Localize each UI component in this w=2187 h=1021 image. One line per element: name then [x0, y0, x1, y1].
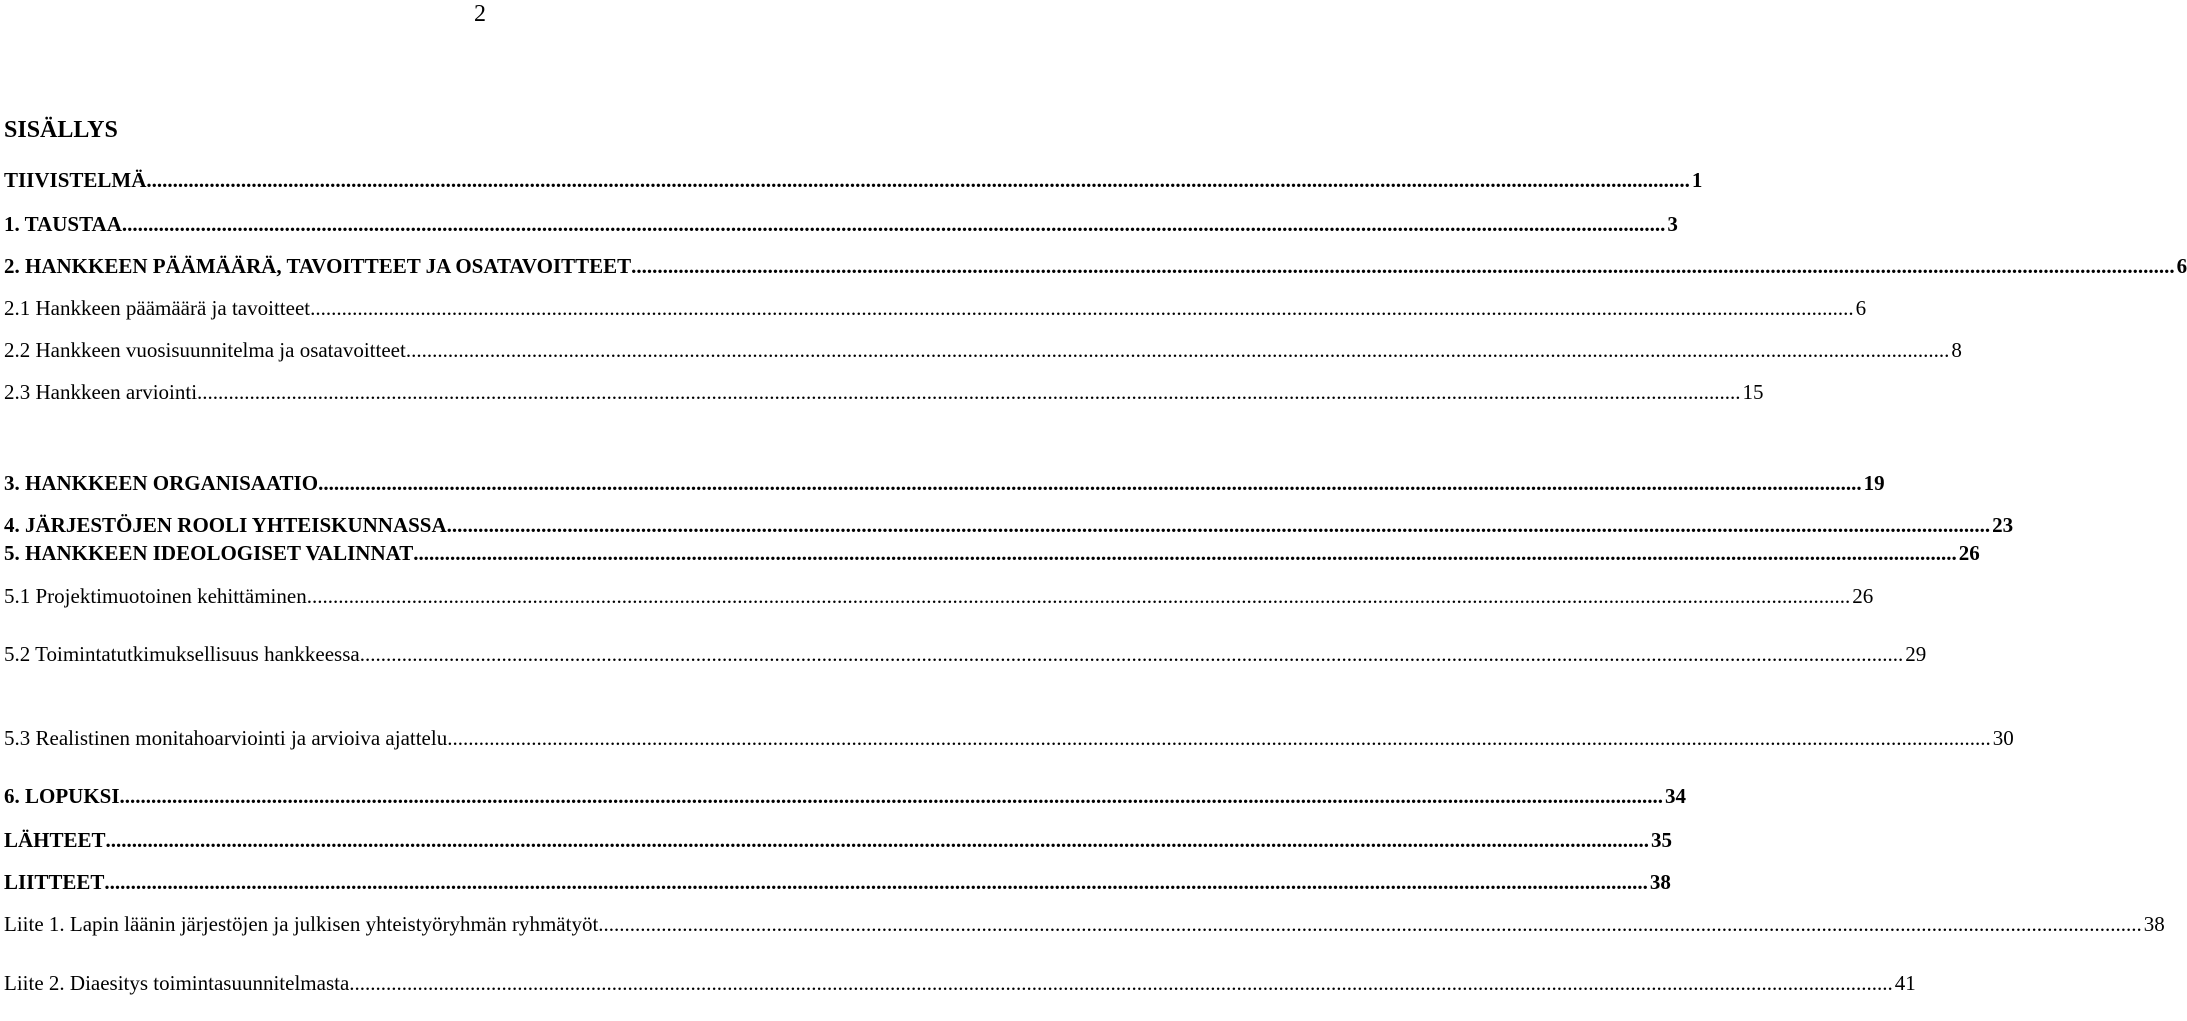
toc-entry-page: 38	[1649, 870, 1671, 894]
page-number: 2	[474, 1, 486, 27]
toc-entry-label: 2.1 Hankkeen päämäärä ja tavoitteet	[4, 296, 311, 320]
toc-entry-label: TIIVISTELMÄ	[4, 168, 147, 192]
toc-entry-page: 26	[1958, 541, 1980, 565]
toc-entry-organisaatio[interactable]	[4, 470, 1885, 496]
toc-entry-page: 6	[1855, 296, 1867, 320]
toc-entry-label: 2.2 Hankkeen vuosisuunnitelma ja osatavoitteet	[4, 338, 406, 362]
toc-entry-label: 6. LOPUKSI	[4, 784, 120, 808]
toc-entry-label: 5.3 Realistinen monitahoarviointi ja arvioiva ajattelu	[4, 726, 448, 750]
toc-entry-tiivistelma[interactable]	[4, 167, 1703, 193]
toc-entry-5-1[interactable]	[4, 583, 1874, 609]
toc-entry-liite-2[interactable]	[4, 970, 1916, 996]
toc-entry-page: 26	[1852, 584, 1874, 608]
toc-entry-page: 19	[1863, 471, 1885, 495]
toc-entry-label: 5. HANKKEEN IDEOLOGISET VALINNAT	[4, 541, 414, 565]
toc-entry-label: Liite 1. Lapin läänin järjestöjen ja julkisen yhteistyöryhmän ryhmätyöt	[4, 912, 599, 936]
toc-entry-label: 2.3 Hankkeen arviointi	[4, 380, 198, 404]
toc-entry-taustaa[interactable]	[4, 211, 1678, 237]
toc-leader-dots	[360, 641, 1904, 667]
toc-entry-page: 3	[1667, 212, 1678, 236]
toc-leader-dots	[122, 211, 1666, 237]
toc-entry-page: 35	[1651, 828, 1673, 852]
toc-leader-dots	[406, 337, 1950, 363]
toc-entry-page: 29	[1905, 642, 1927, 666]
toc-entry-label: LÄHTEET	[4, 828, 106, 852]
toc-leader-dots	[598, 911, 2142, 937]
toc-entry-5-2[interactable]	[4, 641, 1927, 667]
toc-entry-label: 5.1 Projektimuotoinen kehittäminen	[4, 584, 307, 608]
toc-entry-page: 6	[2176, 254, 2187, 278]
toc-leader-dots	[447, 512, 1991, 538]
toc-entry-label: 5.2 Toimintatutkimuksellisuus hankkeessa	[4, 642, 360, 666]
toc-leader-dots	[349, 970, 1893, 996]
toc-entry-liitteet[interactable]	[4, 869, 1671, 895]
toc-leader-dots	[104, 869, 1648, 895]
toc-entry-page: 30	[1992, 726, 2014, 750]
toc-entry-page: 8	[1951, 338, 1962, 362]
toc-entry-page: 23	[1992, 513, 2014, 537]
toc-entry-label: Liite 2. Diaesitys toimintasuunnitelmasta	[4, 971, 350, 995]
toc-entry-ideologiset-valinnat[interactable]	[4, 540, 1980, 566]
toc-entry-page: 38	[2143, 912, 2165, 936]
toc-entry-liite-1[interactable]	[4, 911, 2165, 937]
toc-entry-page: 15	[1742, 380, 1764, 404]
toc-entry-hankkeen-paamaara[interactable]	[4, 253, 2187, 279]
toc-entry-5-3[interactable]	[4, 725, 2014, 751]
toc-entry-label: LIITTEET	[4, 870, 105, 894]
toc-leader-dots	[631, 253, 2175, 279]
toc-title: SISÄLLYS	[4, 117, 118, 143]
toc-leader-dots	[447, 725, 1991, 751]
toc-entry-page: 1	[1691, 168, 1703, 192]
toc-leader-dots	[307, 583, 1851, 609]
toc-entry-label: 2. HANKKEEN PÄÄMÄÄRÄ, TAVOITTEET JA OSATAVOITTEET	[4, 254, 632, 278]
toc-leader-dots	[310, 295, 1854, 321]
toc-entry-lopuksi[interactable]	[4, 783, 1687, 809]
toc-leader-dots	[318, 470, 1862, 496]
toc-leader-dots	[413, 540, 1957, 566]
toc-entry-2-2[interactable]	[4, 337, 1962, 363]
toc-leader-dots	[197, 379, 1741, 405]
toc-entry-2-1[interactable]	[4, 295, 1867, 321]
toc-entry-jarjestojen-rooli[interactable]	[4, 512, 2014, 538]
toc-entry-label: 4. JÄRJESTÖJEN ROOLI YHTEISKUNNASSA	[4, 513, 447, 537]
toc-entry-label: 3. HANKKEEN ORGANISAATIO	[4, 471, 319, 495]
toc-leader-dots	[146, 167, 1690, 193]
toc-entry-lahteet[interactable]	[4, 827, 1673, 853]
toc-entry-label: 1. TAUSTAA	[4, 212, 122, 236]
toc-entry-page: 34	[1665, 784, 1687, 808]
toc-entry-page: 41	[1894, 971, 1916, 995]
toc-leader-dots	[120, 783, 1664, 809]
toc-entry-2-3[interactable]	[4, 379, 1764, 405]
toc-leader-dots	[106, 827, 1650, 853]
